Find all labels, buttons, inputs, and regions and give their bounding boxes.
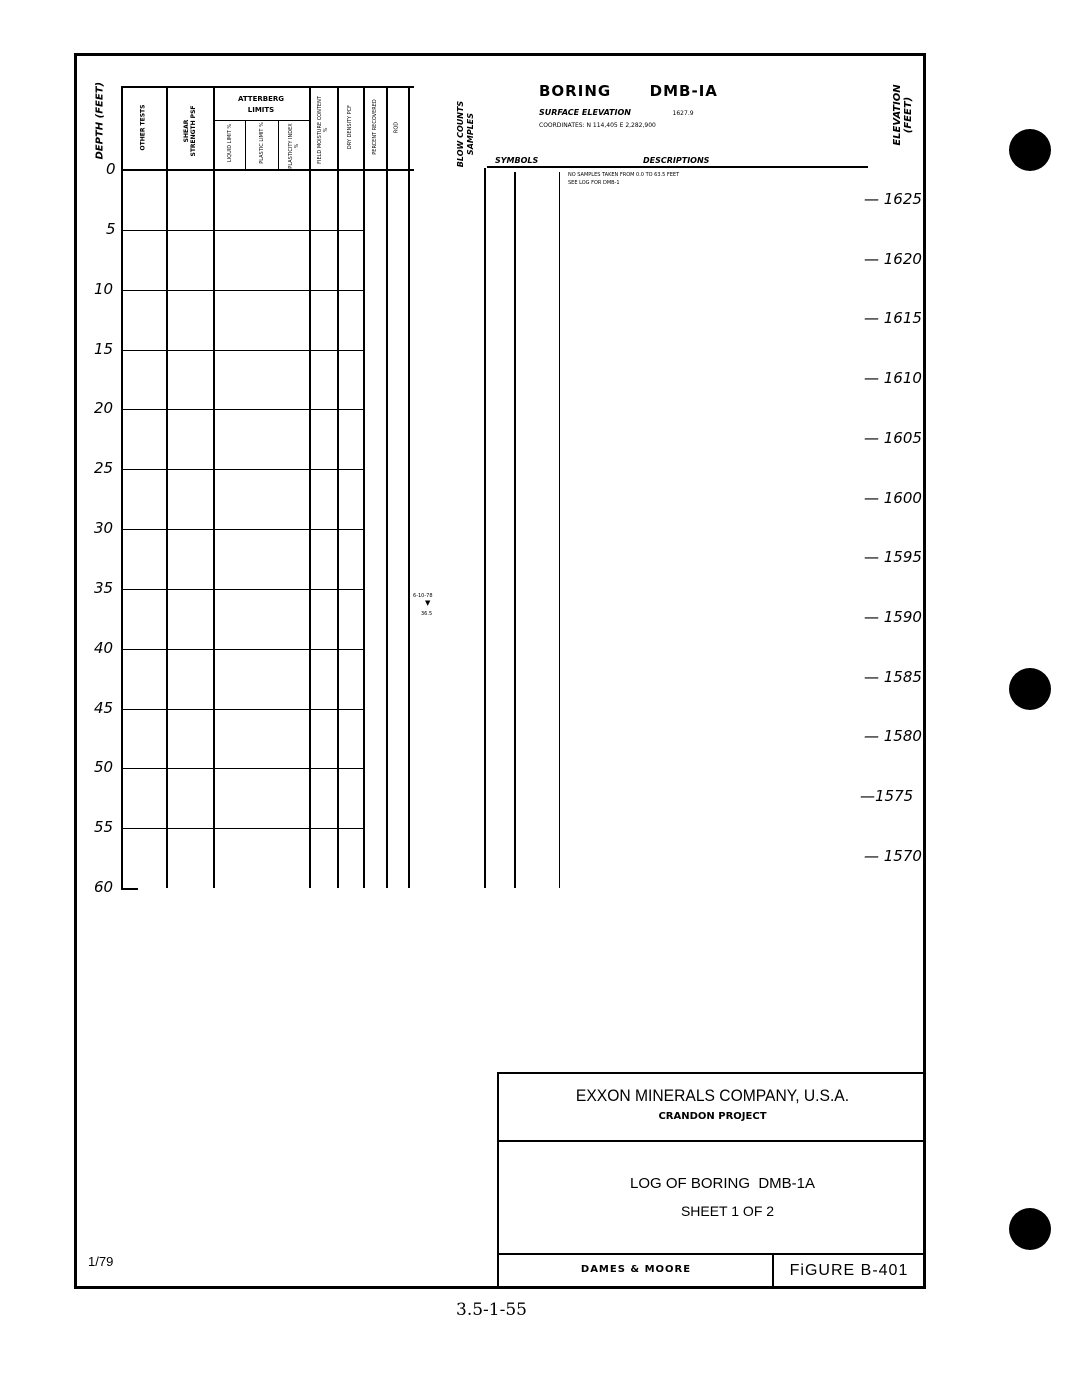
depth-tick-label: 45 [94,699,114,717]
description-line-2: SEE LOG FOR DMB-1 [568,180,620,186]
log-title: LOG OF BORING DMB-1A [629,1175,816,1192]
depth-grid-line [121,230,365,231]
depth-tick-label: 20 [94,399,114,417]
elevation-tick-label: — 1595 [864,548,922,566]
elevation-tick-label: — 1610 [864,369,922,387]
company-name: EXXON MINERALS COMPANY, U.S.A. [575,1086,850,1105]
elevation-tick-label: — 1620 [864,250,922,268]
grid-top-line [121,86,414,88]
depth-tick-label: 10 [94,280,114,298]
header-field-moisture: FIELD MOISTURE CONTENT % [317,96,329,164]
log-header-line [487,166,868,168]
elevation-tick-label: — 1570 [864,847,922,865]
coordinates: COORDINATES: N 114,405 E 2,282,900 [539,122,656,129]
project-name: CRANDON PROJECT [658,1111,767,1122]
grid-header-bottom [121,169,414,171]
depth-tick-label: 30 [94,519,114,537]
header-plastic-limit: PLASTIC LIMIT % [259,122,265,164]
firm-name: DAMES & MOORE [580,1264,692,1275]
title-block-top [498,1072,923,1074]
elevation-tick-label: — 1615 [864,309,922,327]
figure-number: FiGURE B-401 [789,1262,909,1279]
col-line-atterberg-b [278,120,279,170]
elevation-tick-label: — 1625 [864,190,922,208]
binder-hole-top [1009,129,1051,171]
header-dry-density: DRY DENSITY PCF [347,104,353,150]
header-rqd: RQD [393,121,400,134]
header-shear-strength: SHEAR STRENGTH PSF [183,105,197,157]
water-level-depth: 36.5 [421,611,433,617]
symbols-label: SYMBOLS [495,156,539,165]
header-liquid-limit: LIQUID LIMIT % [227,123,233,163]
depth-tick-label: 40 [94,639,114,657]
depth-tick-label: 5 [106,220,116,238]
depth-grid-line [121,768,365,769]
elevation-tick-label: — 1605 [864,429,922,447]
depth-grid-line [121,290,365,291]
depth-grid-line [121,529,365,530]
water-level-symbol: ▼ [425,599,431,607]
header-plasticity-index: PLASTICITY INDEX % [288,123,300,169]
depth-grid-line [121,409,365,410]
depth-tick-label: 55 [94,818,114,836]
title-block-divider-1 [498,1140,923,1142]
depth-axis-label: DEPTH (FEET) [94,81,106,160]
depth-tick-label: 15 [94,340,114,358]
samples-text: SAMPLES [466,112,475,156]
binder-hole-bottom [1009,1208,1051,1250]
boring-title [539,82,718,100]
elevation-tick-label: — 1585 [864,668,922,686]
depth-grid-line [121,709,365,710]
depth-grid-line [121,649,365,650]
header-other-tests: OTHER TESTS [139,104,147,151]
sheet-number: SHEET 1 OF 2 [680,1203,775,1219]
col-line-atterberg-a [245,120,246,170]
elevation-tick-label: — 1580 [864,727,922,745]
col-line-7 [408,86,410,888]
depth-grid-line [121,469,365,470]
boring-title-label: BORING [539,82,612,100]
depth-tick-label: 25 [94,459,114,477]
elevation-tick-label: — 1590 [864,608,922,626]
surface-elevation-label: SURFACE ELEVATION [539,108,631,117]
description-line-1: NO SAMPLES TAKEN FROM 0.0 TO 63.5 FEET [568,172,680,178]
header-atterberg: ATTERBERG LIMITS [237,95,284,114]
blow-counts-label [456,99,476,169]
log-col-line-1 [484,168,486,888]
depth-tick-label: 60 [94,878,114,896]
binder-hole-middle [1009,668,1051,710]
elevation-axis-label: ELEVATION (FEET) [892,84,914,146]
surface-elevation [539,108,694,117]
water-level-date: 6-10-78 [413,593,433,599]
elevation-tick-label: —1575 [860,787,914,805]
elevation-tick-label: — 1600 [864,489,922,507]
depth-tick-label: 35 [94,579,114,597]
date-stamp: 1/79 [88,1254,114,1269]
boring-id: DMB-IA [649,82,718,100]
depth-grid-line [121,589,365,590]
descriptions-label: DESCRIPTIONS [643,156,710,165]
title-block-divider-2 [498,1253,923,1255]
log-col-line-3 [559,172,560,888]
surface-elevation-value: 1627.9 [672,110,694,117]
page-number: 3.5-1-55 [456,1300,527,1320]
title-block-left [497,1072,499,1288]
depth-tick-label: 0 [106,160,116,178]
header-percent-recovered: PERCENT RECOVERED [372,99,378,155]
log-col-line-2 [514,172,516,888]
col-line-6 [386,86,388,888]
depth-grid-line [121,828,365,829]
depth-grid-line [121,350,365,351]
depth-tick-label: 50 [94,758,114,776]
blow-counts-text: BLOW COUNTS [456,100,465,168]
